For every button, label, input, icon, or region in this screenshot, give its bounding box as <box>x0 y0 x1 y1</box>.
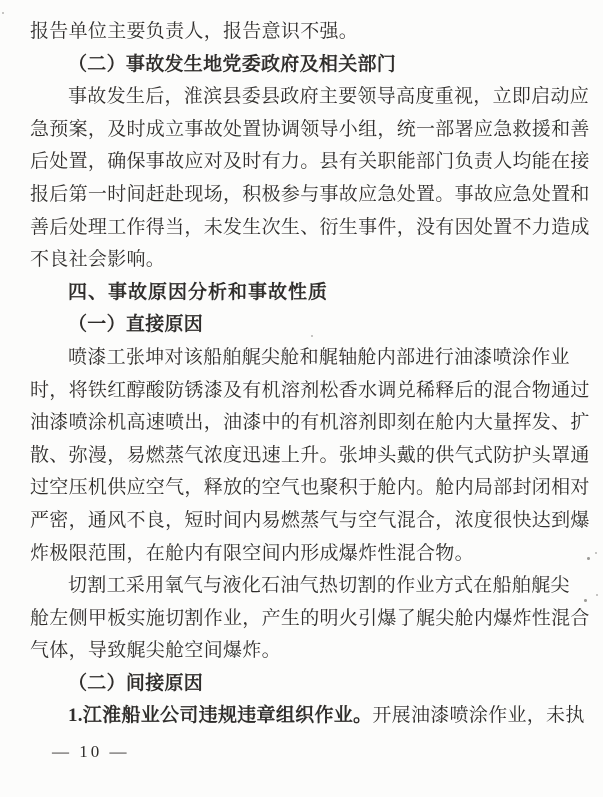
text-line <box>30 603 590 636</box>
text-run: （二）事故发生地党委政府及相关部门 <box>68 53 397 75</box>
text-line <box>30 244 576 277</box>
text-run: 善后处理工作得当，未发生次生、衍生事件，没有因处置不力造成 <box>30 216 590 238</box>
text-line <box>30 342 576 375</box>
text-line <box>30 212 590 245</box>
text-run: 报后第一时间赶赴现场，积极参与事故应急处置。事故应急处置和 <box>30 183 590 205</box>
text-run: 严密，通风不良，短时间内易燃蒸气与空气混合，浓度很快达到爆 <box>30 509 590 531</box>
text-line <box>30 570 576 603</box>
text-line <box>30 505 590 538</box>
text-run: 切割工采用氧气与液化石油气热切割的作业方式在船舶艉尖 <box>68 575 570 597</box>
text-run: 散、弥漫，易燃蒸气浓度迅速上升。张坤头戴的供气式防护头罩通 <box>30 444 590 466</box>
scan-speck <box>596 594 598 596</box>
text-line <box>30 375 590 408</box>
text-run: （一）直接原因 <box>68 314 204 336</box>
section-heading <box>30 668 576 701</box>
text-run: 后处置，确保事故应对及时有力。县有关职能部门负责人均能在接 <box>30 151 590 173</box>
text-run: 油漆喷涂机高速喷出，油漆中的有机溶剂即刻在舱内大量挥发、扩 <box>30 412 590 434</box>
page-number: — 10 — <box>52 742 130 761</box>
text-run: 过空压机供应空气，释放的空气也聚积于舱内。舱内局部封闭相对 <box>30 477 590 499</box>
scan-speck <box>587 557 590 560</box>
text-run: 舱左侧甲板实施切割作业，产生的明火引爆了艉尖舱内爆炸性混合 <box>30 607 590 629</box>
text-line <box>30 440 590 473</box>
text-run: （二）间接原因 <box>68 672 204 694</box>
text-line <box>30 407 590 440</box>
section-heading <box>30 277 576 310</box>
text-run: 开展油漆喷涂作业，未执 <box>372 705 585 727</box>
text-run: 急预案，及时成立事故处置协调领导小组，统一部署应急救援和善 <box>30 118 590 140</box>
scan-speck <box>2 12 4 14</box>
document-body <box>30 16 590 733</box>
text-line <box>30 81 590 114</box>
text-run: 炸极限范围，在舱内有限空间内形成爆炸性混合物。 <box>30 542 474 564</box>
text-run: 不良社会影响。 <box>30 249 166 271</box>
text-run: 事故发生后，淮滨县委县政府主要领导高度重视，立即启动应 <box>68 86 590 108</box>
text-run: 1.江淮船业公司违规违章组织作业。 <box>68 705 373 727</box>
text-run: 气体，导致艉尖舱空间爆炸。 <box>30 640 281 662</box>
text-line <box>30 538 576 571</box>
scan-speck <box>595 552 597 554</box>
text-line <box>30 114 590 147</box>
text-run: 报告单位主要负责人，报告意识不强。 <box>30 21 359 42</box>
text-run: 喷漆工张坤对该船舶艉尖舱和艉轴舱内部进行油漆喷涂作业 <box>68 346 570 368</box>
text-line <box>30 635 576 668</box>
text-run: 时，将铁红醇酸防锈漆及有机溶剂松香水调兑稀释后的混合物通过 <box>30 379 590 401</box>
text-line <box>30 16 576 49</box>
scan-speck <box>311 335 313 337</box>
text-line <box>30 146 590 179</box>
section-heading <box>30 309 576 342</box>
text-line <box>30 179 590 212</box>
text-line <box>30 472 590 505</box>
text-line <box>30 700 585 733</box>
scan-speck <box>584 599 587 602</box>
text-run: 四、事故原因分析和事故性质 <box>68 281 329 303</box>
section-heading <box>30 49 576 82</box>
